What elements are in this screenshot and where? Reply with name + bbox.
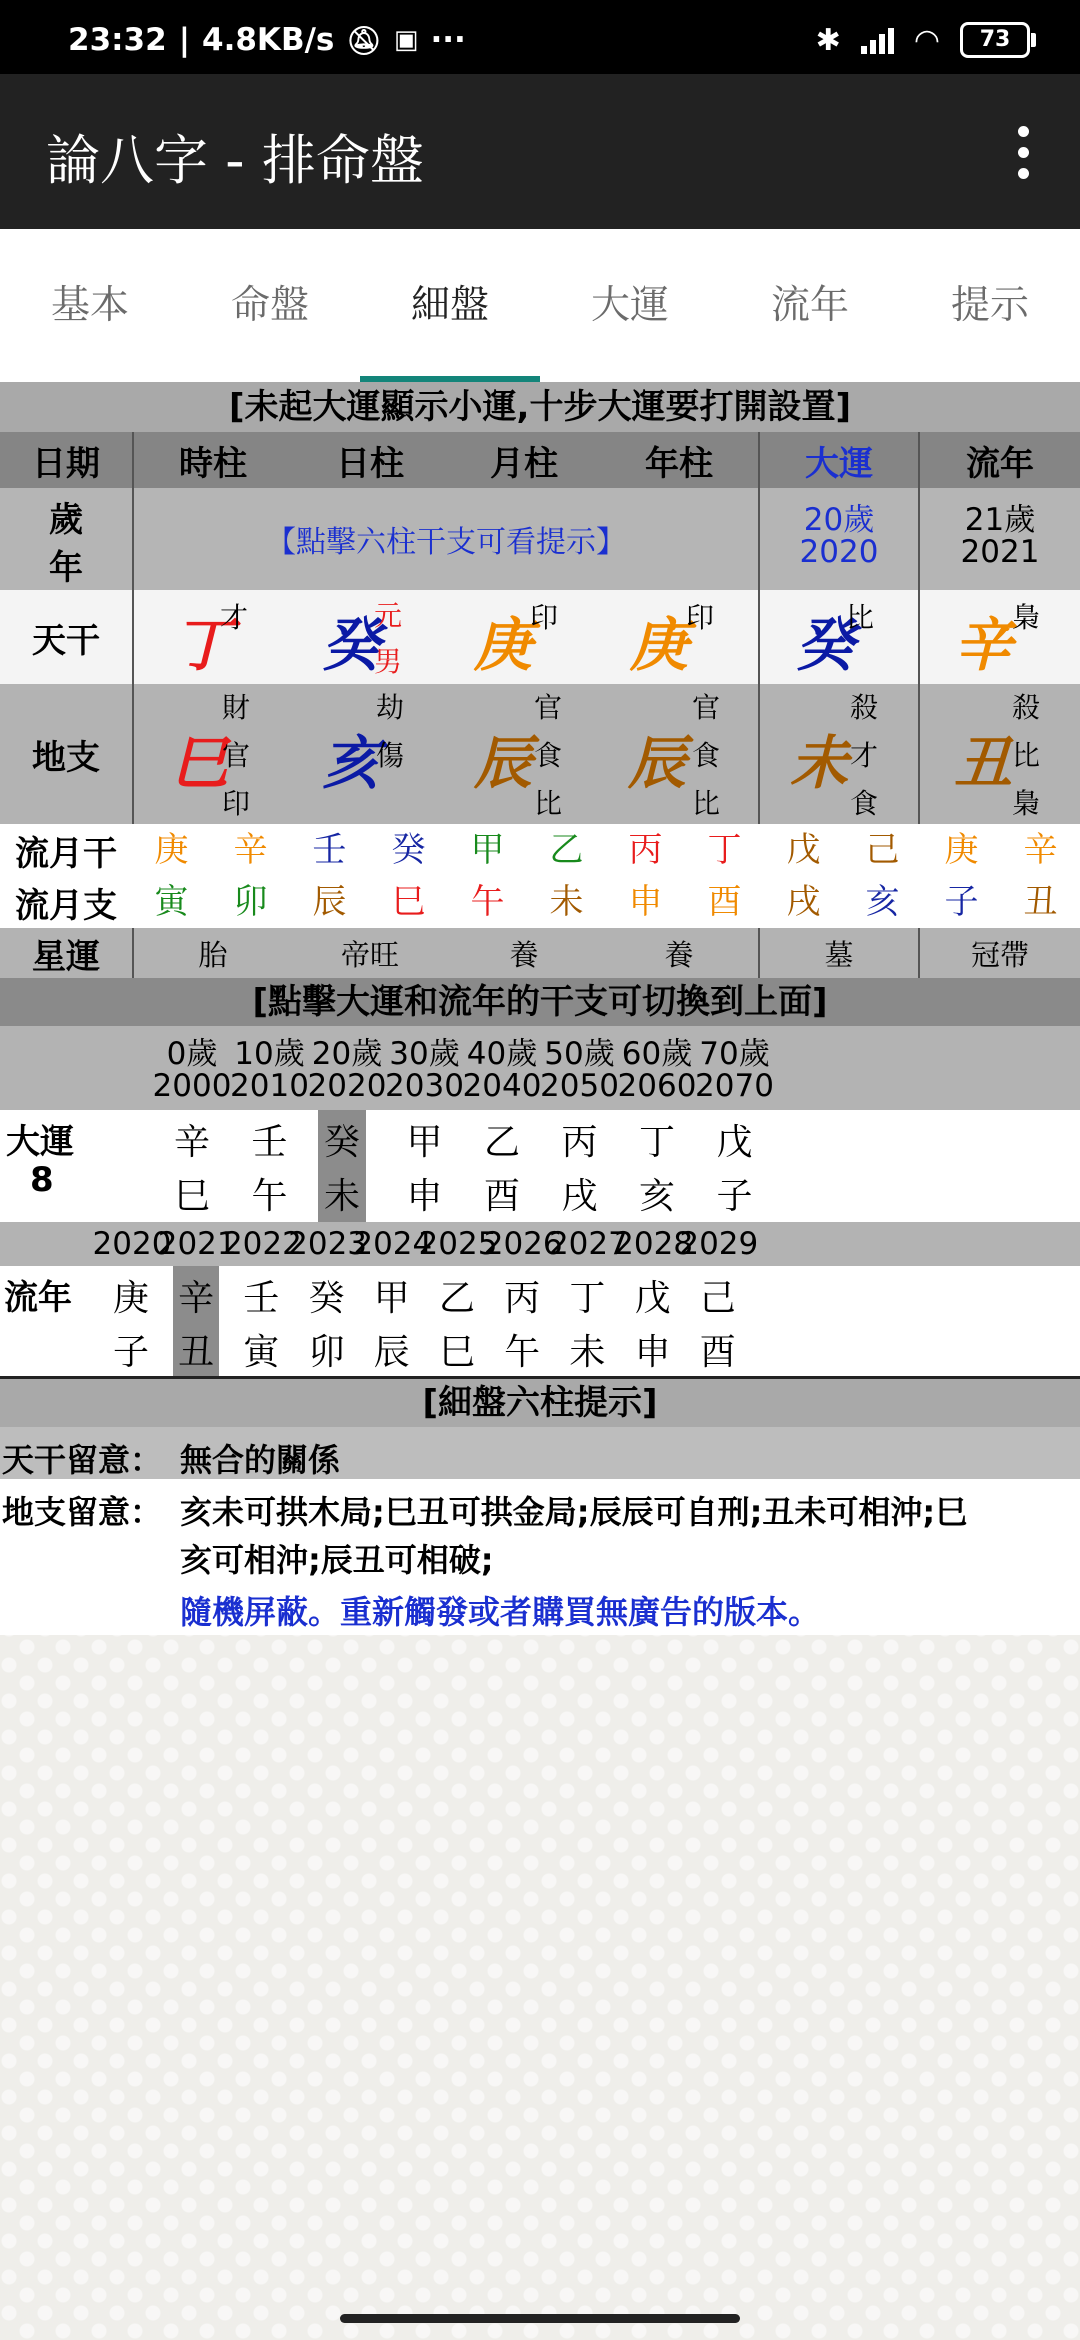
dizhi-liunian-mid: 比 xyxy=(1012,739,1041,772)
dizhi-day-mid: 傷 xyxy=(376,739,405,772)
age-row xyxy=(0,488,1080,590)
dayun-pillar[interactable] xyxy=(633,1110,681,1222)
liuyue-gan-item[interactable]: 辛 xyxy=(233,830,268,870)
tab-chart[interactable]: 命盤 xyxy=(230,283,309,328)
dayun-year-label: 2010 xyxy=(230,1068,309,1104)
dayun-age: 20歲 xyxy=(803,502,875,538)
status-divider: | xyxy=(178,22,191,58)
liunian-age: 21歲 xyxy=(964,502,1036,538)
status-left xyxy=(68,22,466,58)
dizhi-hour[interactable] xyxy=(132,684,292,824)
status-bar xyxy=(0,0,1080,74)
dizhi-liunian[interactable] xyxy=(918,684,1080,824)
liunian-ganzhi-row xyxy=(0,1266,1080,1379)
liunian-gan: 戊 xyxy=(634,1278,671,1319)
liuyue-zhi-item[interactable]: 酉 xyxy=(707,882,742,922)
dayun-year-label: 2070 xyxy=(695,1068,774,1104)
header-hour: 時柱 xyxy=(132,432,292,488)
dizhi-liunian-char: 丑 xyxy=(954,729,1013,797)
liuyue-zhi-item[interactable]: 丑 xyxy=(1023,882,1058,922)
liuyue-gan-row xyxy=(0,824,1080,876)
dayun-age-cell[interactable] xyxy=(152,1026,232,1110)
dayun-year-label: 2030 xyxy=(385,1068,464,1104)
tab-basic[interactable]: 基本 xyxy=(50,283,129,328)
liunian-zhi: 巳 xyxy=(438,1332,475,1373)
status-time: 23:32 xyxy=(68,22,167,58)
liunian-year-label[interactable]: 2029 xyxy=(679,1226,759,1262)
liunian-gan: 己 xyxy=(699,1278,736,1319)
tiangan-day[interactable] xyxy=(292,590,448,684)
liuyue-gan-item[interactable]: 丙 xyxy=(628,830,663,870)
liunian-year-label[interactable]: 2027 xyxy=(548,1226,628,1262)
status-right xyxy=(816,22,1030,58)
liuyue-zhi-item[interactable]: 辰 xyxy=(312,882,347,922)
tab-detail[interactable]: 細盤 xyxy=(360,229,540,382)
dizhi-note-label: 地支留意： xyxy=(2,1493,163,1531)
dizhi-dayun-mid: 才 xyxy=(850,739,879,772)
liunian-year: 2021 xyxy=(960,534,1040,570)
header-liunian: 流年 xyxy=(918,432,1080,488)
liuyue-gan-item[interactable]: 壬 xyxy=(312,830,347,870)
more-notifications-icon: ··· xyxy=(430,22,466,58)
dayun-age-cell[interactable] xyxy=(230,1026,310,1110)
dizhi-hour-bottom: 印 xyxy=(222,787,251,820)
dayun-pillar[interactable] xyxy=(168,1110,216,1222)
liunian-zhi: 寅 xyxy=(243,1332,280,1373)
dayun-zhi: 午 xyxy=(251,1176,288,1217)
liunian-zhi: 丑 xyxy=(178,1332,215,1373)
battery-icon xyxy=(960,22,1030,58)
dizhi-dayun[interactable] xyxy=(758,684,918,824)
liuyue-zhi-item[interactable]: 卯 xyxy=(233,882,268,922)
liuyue-zhi-item[interactable]: 午 xyxy=(470,882,505,922)
dayun-zhi: 申 xyxy=(406,1176,443,1217)
dayun-zhi: 亥 xyxy=(638,1176,675,1217)
liunian-gan: 癸 xyxy=(308,1278,345,1319)
dayun-gan: 丙 xyxy=(561,1122,598,1163)
tiangan-day-char: 癸 xyxy=(322,611,381,679)
liuyue-zhi-row xyxy=(0,876,1080,928)
liunian-gan: 壬 xyxy=(243,1278,280,1319)
wifi-icon: ◠ xyxy=(913,22,940,58)
tiangan-month-note: 印 xyxy=(530,601,559,634)
liunian-year-label[interactable]: 2028 xyxy=(614,1226,694,1262)
dizhi-month-char: 辰 xyxy=(474,729,533,797)
liunian-gan: 乙 xyxy=(438,1278,475,1319)
dayun-gan: 甲 xyxy=(406,1122,443,1163)
dayun-pillar[interactable] xyxy=(246,1110,294,1222)
dayun-age-label: 70歲 xyxy=(699,1036,770,1072)
dayun-pillar[interactable] xyxy=(556,1110,604,1222)
dizhi-year[interactable] xyxy=(600,684,758,824)
liuyue-gan-item[interactable]: 癸 xyxy=(391,830,426,870)
liunian-pillar[interactable] xyxy=(564,1266,610,1376)
dayun-year-label: 2060 xyxy=(617,1068,697,1104)
liunian-gan: 甲 xyxy=(373,1278,410,1319)
dayun-zhi: 巳 xyxy=(173,1176,210,1217)
liunian-gan: 辛 xyxy=(178,1278,215,1319)
liunian-pillar[interactable] xyxy=(238,1266,284,1376)
tiangan-row xyxy=(0,590,1080,684)
liuyue-gan-item[interactable]: 甲 xyxy=(470,830,505,870)
dizhi-month-mid: 食 xyxy=(534,739,563,772)
dayun-year: 2020 xyxy=(799,534,879,570)
tab-bar xyxy=(0,229,1080,382)
tiangan-year-note: 印 xyxy=(686,601,715,634)
dizhi-year-mid: 食 xyxy=(692,739,721,772)
app-title: 論八字 - 排命盤 xyxy=(46,129,424,192)
dayun-gan: 辛 xyxy=(173,1122,210,1163)
liunian-year-label[interactable]: 2020 xyxy=(92,1226,172,1262)
liuyue-gan-item[interactable]: 丁 xyxy=(707,830,742,870)
liunian-pillar-selected[interactable] xyxy=(173,1266,219,1376)
dizhi-year-top: 官 xyxy=(692,691,721,724)
dizhi-dayun-char: 未 xyxy=(790,729,849,797)
dizhi-month-bottom: 比 xyxy=(534,787,563,820)
liuyue-gan-list xyxy=(132,824,1080,876)
dayun-age-label: 10歲 xyxy=(234,1036,305,1072)
liunian-year-label[interactable]: 2025 xyxy=(418,1226,498,1262)
liunian-zhi: 午 xyxy=(504,1332,541,1373)
dayun-ganzhi-row xyxy=(0,1110,1080,1222)
pillar-header-row xyxy=(0,432,1080,488)
mute-icon: 🔕︎ xyxy=(346,23,382,57)
liunian-pillar[interactable] xyxy=(630,1266,676,1376)
tab-dayun[interactable]: 大運 xyxy=(590,283,669,328)
dayun-gan: 丁 xyxy=(638,1122,675,1163)
dayun-age-label: 0歲 xyxy=(166,1036,218,1072)
tiangan-dayun-note: 比 xyxy=(846,601,875,634)
dizhi-day-top: 劫 xyxy=(376,691,405,724)
liuyue-zhi-label: 流月支 xyxy=(15,885,117,926)
liunian-year-row xyxy=(0,1222,1080,1266)
dizhi-month[interactable] xyxy=(448,684,600,824)
banner-switch-hint: [點擊大運和流年的干支可切換到上面] xyxy=(0,978,1080,1026)
liunian-zhi: 辰 xyxy=(373,1332,410,1373)
dizhi-liunian-top: 殺 xyxy=(1012,691,1041,724)
tiangan-liunian-note: 梟 xyxy=(1012,601,1041,634)
liuyue-gan-label: 流月干 xyxy=(15,833,117,874)
dayun-year-label: 2000 xyxy=(152,1068,232,1104)
pillar-hint-link[interactable]: 【點擊六柱干支可看提示】 xyxy=(132,488,758,590)
liunian-year-label[interactable]: 2023 xyxy=(288,1226,368,1262)
xingyun-year: 養 xyxy=(664,937,694,972)
dayun-number: 8 xyxy=(30,1160,54,1200)
liuyue-zhi-item[interactable]: 申 xyxy=(628,882,663,922)
dayun-age-cell[interactable] xyxy=(385,1026,465,1110)
dizhi-hour-mid: 官 xyxy=(222,739,251,772)
age-label xyxy=(0,488,132,590)
xingyun-month: 養 xyxy=(509,937,539,972)
liuyue-gan-item[interactable]: 庚 xyxy=(944,830,979,870)
tiangan-year-char: 庚 xyxy=(630,611,689,679)
dizhi-year-bottom: 比 xyxy=(692,787,721,820)
dizhi-day-char: 亥 xyxy=(322,729,381,797)
liuyue-zhi-item[interactable]: 戌 xyxy=(786,882,821,922)
dayun-zhi: 戌 xyxy=(561,1176,598,1217)
tiangan-hour[interactable] xyxy=(132,590,292,684)
liuyue-zhi-item[interactable]: 巳 xyxy=(391,882,426,922)
dayun-age-cell[interactable] xyxy=(695,1026,775,1110)
liunian-pillar[interactable] xyxy=(695,1266,741,1376)
header-date: 日期 xyxy=(32,443,100,484)
tiangan-day-note1: 元 xyxy=(374,599,403,632)
tiangan-dayun[interactable] xyxy=(758,590,918,684)
dayun-year-label: 2040 xyxy=(462,1068,542,1104)
tiangan-month[interactable] xyxy=(448,590,600,684)
dayun-age-cell[interactable] xyxy=(617,1026,697,1110)
liunian-label: 流年 xyxy=(4,1278,72,1318)
dayun-pillar[interactable] xyxy=(711,1110,759,1222)
home-indicator[interactable] xyxy=(340,2314,740,2323)
dizhi-note-line2: 亥可相沖;辰丑可相破; xyxy=(180,1541,494,1579)
dizhi-note-line1: 亥未可拱木局;巳丑可拱金局;辰辰可自刑;丑未可相沖;巳 xyxy=(180,1493,968,1531)
liunian-gan: 丁 xyxy=(569,1278,606,1319)
xingyun-hour: 胎 xyxy=(132,928,292,978)
dayun-gan: 癸 xyxy=(323,1122,360,1163)
dayun-age-cell[interactable] xyxy=(307,1026,387,1110)
dayun-age-row xyxy=(0,1026,1080,1110)
dizhi-dayun-top: 殺 xyxy=(850,691,879,724)
dizhi-year-char: 辰 xyxy=(628,729,687,797)
liuyue-zhi-item[interactable]: 亥 xyxy=(865,882,900,922)
header-month: 月柱 xyxy=(490,443,558,484)
liuyue-zhi-item[interactable]: 子 xyxy=(944,882,979,922)
network-speed: 4.8KB/s xyxy=(202,22,335,58)
header-day: 日柱 xyxy=(336,443,404,484)
tiangan-year[interactable] xyxy=(600,590,758,684)
liunian-pillar[interactable] xyxy=(499,1266,545,1376)
xingyun-liunian: 冠帶 xyxy=(918,928,1080,978)
dayun-zhi: 酉 xyxy=(483,1176,520,1217)
dizhi-month-top: 官 xyxy=(534,691,563,724)
liunian-year-label[interactable]: 2022 xyxy=(222,1226,302,1262)
liunian-pillar[interactable] xyxy=(369,1266,415,1376)
liuyue-gan-item[interactable]: 辛 xyxy=(1023,830,1058,870)
dayun-pillar[interactable] xyxy=(401,1110,449,1222)
detail-content xyxy=(0,382,1080,1635)
dayun-age-label: 50歲 xyxy=(544,1036,615,1072)
liuyue-gan-item[interactable]: 乙 xyxy=(549,830,584,870)
dayun-pillar[interactable] xyxy=(478,1110,526,1222)
dizhi-hour-char: 巳 xyxy=(170,729,229,797)
dayun-year-label: 2050 xyxy=(540,1068,619,1104)
liunian-pillar[interactable] xyxy=(434,1266,480,1376)
liuyue-zhi-list xyxy=(132,876,1080,928)
dayun-age-cell[interactable] xyxy=(462,1026,542,1110)
bluetooth-icon: ✱ xyxy=(815,22,841,58)
tiangan-hour-note: 才 xyxy=(220,601,249,634)
dizhi-dayun-bottom: 食 xyxy=(850,787,879,820)
liunian-gan: 丙 xyxy=(504,1278,541,1319)
sim-icon: ▣ xyxy=(393,25,419,55)
dizhi-day[interactable] xyxy=(292,684,448,824)
liunian-zhi: 子 xyxy=(112,1332,149,1373)
liunian-zhi: 未 xyxy=(569,1332,606,1373)
dayun-gan: 乙 xyxy=(483,1122,520,1163)
dizhi-row xyxy=(0,684,1080,824)
liuyue-zhi-item[interactable]: 寅 xyxy=(154,882,189,922)
tab-liunian[interactable]: 流年 xyxy=(770,283,849,328)
age-label-top: 歲 xyxy=(49,500,83,540)
tiangan-day-note2: 男 xyxy=(374,645,403,678)
dayun-pillar-selected[interactable] xyxy=(318,1110,366,1222)
dayun-age-cell[interactable] xyxy=(540,1026,620,1110)
liunian-pillar[interactable] xyxy=(304,1266,350,1376)
tiangan-month-char: 庚 xyxy=(474,611,533,679)
ad-row xyxy=(0,1581,1080,1635)
dayun-age-cell[interactable] xyxy=(758,488,918,590)
liunian-gan: 庚 xyxy=(112,1278,149,1319)
signal-icon xyxy=(861,26,894,54)
liuyue-zhi-item[interactable]: 未 xyxy=(549,882,584,922)
header-year: 年柱 xyxy=(645,443,713,484)
age-label-bottom: 年 xyxy=(49,548,83,588)
liunian-year-label[interactable]: 2021 xyxy=(157,1226,237,1262)
dayun-gan: 壬 xyxy=(251,1122,288,1163)
liuyue-gan-item[interactable]: 己 xyxy=(865,830,900,870)
tiangan-label: 天干 xyxy=(32,620,100,661)
dizhi-liunian-bottom: 梟 xyxy=(1012,787,1041,820)
liuyue-gan-item[interactable]: 庚 xyxy=(154,830,189,870)
dayun-age-label: 60歲 xyxy=(621,1036,693,1072)
battery-level: 73 xyxy=(979,27,1011,52)
tiangan-note-row xyxy=(0,1427,1080,1479)
xingyun-dayun: 墓 xyxy=(758,928,918,978)
dayun-zhi: 未 xyxy=(323,1176,360,1217)
liunian-zhi: 卯 xyxy=(308,1332,345,1373)
overflow-menu-icon[interactable] xyxy=(1018,126,1030,179)
tiangan-liunian[interactable] xyxy=(918,590,1080,684)
banner-dayun-setting: [未起大運顯示小運,十步大運要打開設置] xyxy=(0,382,1080,432)
header-dayun: 大運 xyxy=(758,432,918,488)
liunian-pillar[interactable] xyxy=(108,1266,154,1376)
dayun-age-label: 20歲 xyxy=(311,1036,383,1072)
tiangan-liunian-char: 辛 xyxy=(954,611,1013,679)
dizhi-note-row xyxy=(0,1479,1080,1581)
liunian-zhi: 酉 xyxy=(699,1332,736,1373)
dayun-age-label: 30歲 xyxy=(389,1036,460,1072)
tab-tips[interactable]: 提示 xyxy=(950,283,1029,328)
dayun-age-label: 40歲 xyxy=(466,1036,538,1072)
dayun-year-label: 2020 xyxy=(307,1068,387,1104)
xingyun-day: 帝旺 xyxy=(340,937,399,972)
dayun-label: 大運 xyxy=(6,1122,74,1162)
tiangan-hour-char: 丁 xyxy=(174,611,233,679)
app-bar xyxy=(0,74,1080,229)
dayun-gan: 戊 xyxy=(716,1122,753,1163)
liunian-age-cell[interactable] xyxy=(918,488,1080,590)
tiangan-dayun-char: 癸 xyxy=(796,611,855,679)
ad-remove-link[interactable]: 隨機屏蔽。重新觸發或者購買無廣告的版本。 xyxy=(180,1593,821,1631)
liuyue-gan-item[interactable]: 戊 xyxy=(786,830,821,870)
xingyun-label: 星運 xyxy=(32,936,100,977)
dizhi-label: 地支 xyxy=(32,737,100,778)
xingyun-row xyxy=(0,928,1080,978)
liunian-year-label[interactable]: 2024 xyxy=(353,1226,433,1262)
banner-detail-tips: [細盤六柱提示] xyxy=(0,1379,1080,1427)
dizhi-hour-top: 財 xyxy=(222,691,251,724)
tiangan-note-label: 天干留意： xyxy=(2,1441,163,1479)
liunian-year-label[interactable]: 2026 xyxy=(483,1226,563,1262)
dayun-zhi: 子 xyxy=(716,1176,753,1217)
tiangan-note-text: 無合的關係 xyxy=(180,1441,341,1479)
liunian-zhi: 申 xyxy=(634,1332,671,1373)
